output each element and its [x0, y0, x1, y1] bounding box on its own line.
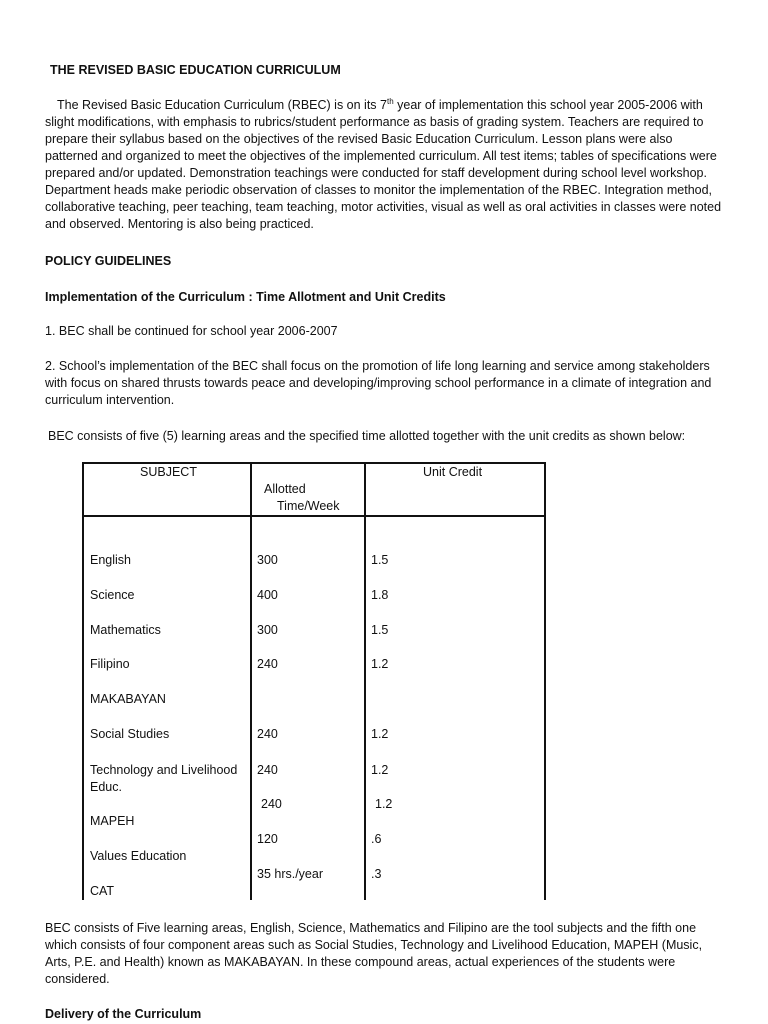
credit-cell: 1.8: [371, 588, 389, 602]
table-col-divider-1: [250, 462, 252, 900]
time-cell: 35 hrs./year: [257, 867, 324, 881]
time-cell: 120: [257, 832, 278, 846]
list-item-2: [45, 358, 735, 409]
subject-cell: Mathematics: [90, 623, 161, 637]
credit-cell: .6: [371, 832, 382, 846]
credit-cell: 1.5: [371, 553, 389, 567]
subject-cell: English: [90, 553, 131, 567]
subject-cell: Educ.: [90, 780, 122, 794]
item2-line: 2. School’s implementation of the BEC shall focus on the promotion of life long learning and service among stakeholders: [45, 359, 710, 373]
intro-line: and observed. Mentoring is also being practiced.: [45, 217, 314, 231]
intro-line: slight modifications, with emphasis to rubrics/student performance as basis of grading system. Teachers are required to: [45, 115, 704, 129]
item2-line: curriculum intervention.: [45, 393, 175, 407]
subject-cell: CAT: [90, 884, 115, 898]
credit-cell: 1.2: [371, 763, 389, 777]
time-cell: 240: [257, 763, 278, 777]
header-time-line1: Allotted: [264, 482, 306, 496]
table-header-divider: [82, 515, 546, 517]
header-subject: SUBJECT: [140, 465, 197, 479]
credit-cell: .3: [371, 867, 382, 881]
subject-cell: Technology and Livelihood: [90, 763, 238, 777]
table-right-border: [544, 462, 546, 900]
table-intro: BEC consists of five (5) learning areas and the specified time allotted together with the unit credits as shown below:: [48, 429, 686, 443]
intro-line: prepare their syllabus based on the objectives of the revised Basic Education Curriculum. Lesson plans were also: [45, 132, 673, 146]
intro-line: Department heads make periodic observation of classes to monitor the implementation of the RBEC. Integration method,: [45, 183, 713, 197]
intro-line: patterned and organized to meet the objectives of the implemented curriculum. All test items; tables of specifications were: [45, 149, 717, 163]
subject-cell: Values Education: [90, 849, 187, 863]
policy-heading: POLICY GUIDELINES: [45, 254, 172, 268]
intro-line: collaborative teaching, peer teaching, team teaching, motor activities, visual as well as oral activities in classes were noted: [45, 200, 722, 214]
list-item-1: 1. BEC shall be continued for school year 2006-2007: [45, 324, 338, 338]
after-table-paragraph: [45, 920, 735, 988]
delivery-heading: Delivery of the Curriculum: [45, 1007, 202, 1021]
time-cell: 240: [257, 657, 278, 671]
after-table-line: considered.: [45, 972, 110, 986]
time-cell: 300: [257, 623, 278, 637]
table-col-divider-2: [364, 462, 366, 900]
credit-cell: 1.2: [371, 657, 389, 671]
subject-cell: MAPEH: [90, 814, 135, 828]
time-cell: 240: [261, 797, 282, 811]
intro-paragraph: [45, 97, 735, 233]
document-title: THE REVISED BASIC EDUCATION CURRICULUM: [50, 63, 341, 77]
after-table-line: Arts, P.E. and Health) known as MAKABAYAN. In these compound areas, actual experiences of the students were: [45, 955, 676, 969]
time-cell: 240: [257, 727, 278, 741]
subject-cell: MAKABAYAN: [90, 692, 166, 706]
subject-cell: Social Studies: [90, 727, 170, 741]
credit-cell: 1.5: [371, 623, 389, 637]
intro-line: prepared and/or updated. Demonstration teachings were conducted for staff development during school level workshop.: [45, 166, 707, 180]
time-cell: 300: [257, 553, 278, 567]
table-left-border: [82, 462, 84, 900]
subject-cell: Science: [90, 588, 135, 602]
after-table-line: BEC consists of Five learning areas, English, Science, Mathematics and Filipino are the tool subjects and the fifth one: [45, 921, 697, 935]
credit-cell: 1.2: [371, 727, 389, 741]
header-credit: Unit Credit: [423, 465, 483, 479]
implementation-heading: Implementation of the Curriculum : Time Allotment and Unit Credits: [45, 290, 446, 304]
item2-line: with focus on shared thrusts towards peace and developing/improving school performance in a climate of integration and: [45, 376, 712, 390]
time-cell: 400: [257, 588, 278, 602]
credit-cell: 1.2: [375, 797, 393, 811]
subject-cell: Filipino: [90, 657, 130, 671]
intro-line-1: The Revised Basic Education Curriculum (RBEC) is on its 7th year of implementation this school year 2005-2006 with: [57, 96, 703, 112]
header-time-line2: Time/Week: [277, 499, 340, 513]
after-table-line: which consists of four component areas such as Social Studies, Technology and Livelihood Education, MAPEH (Music,: [45, 938, 703, 952]
